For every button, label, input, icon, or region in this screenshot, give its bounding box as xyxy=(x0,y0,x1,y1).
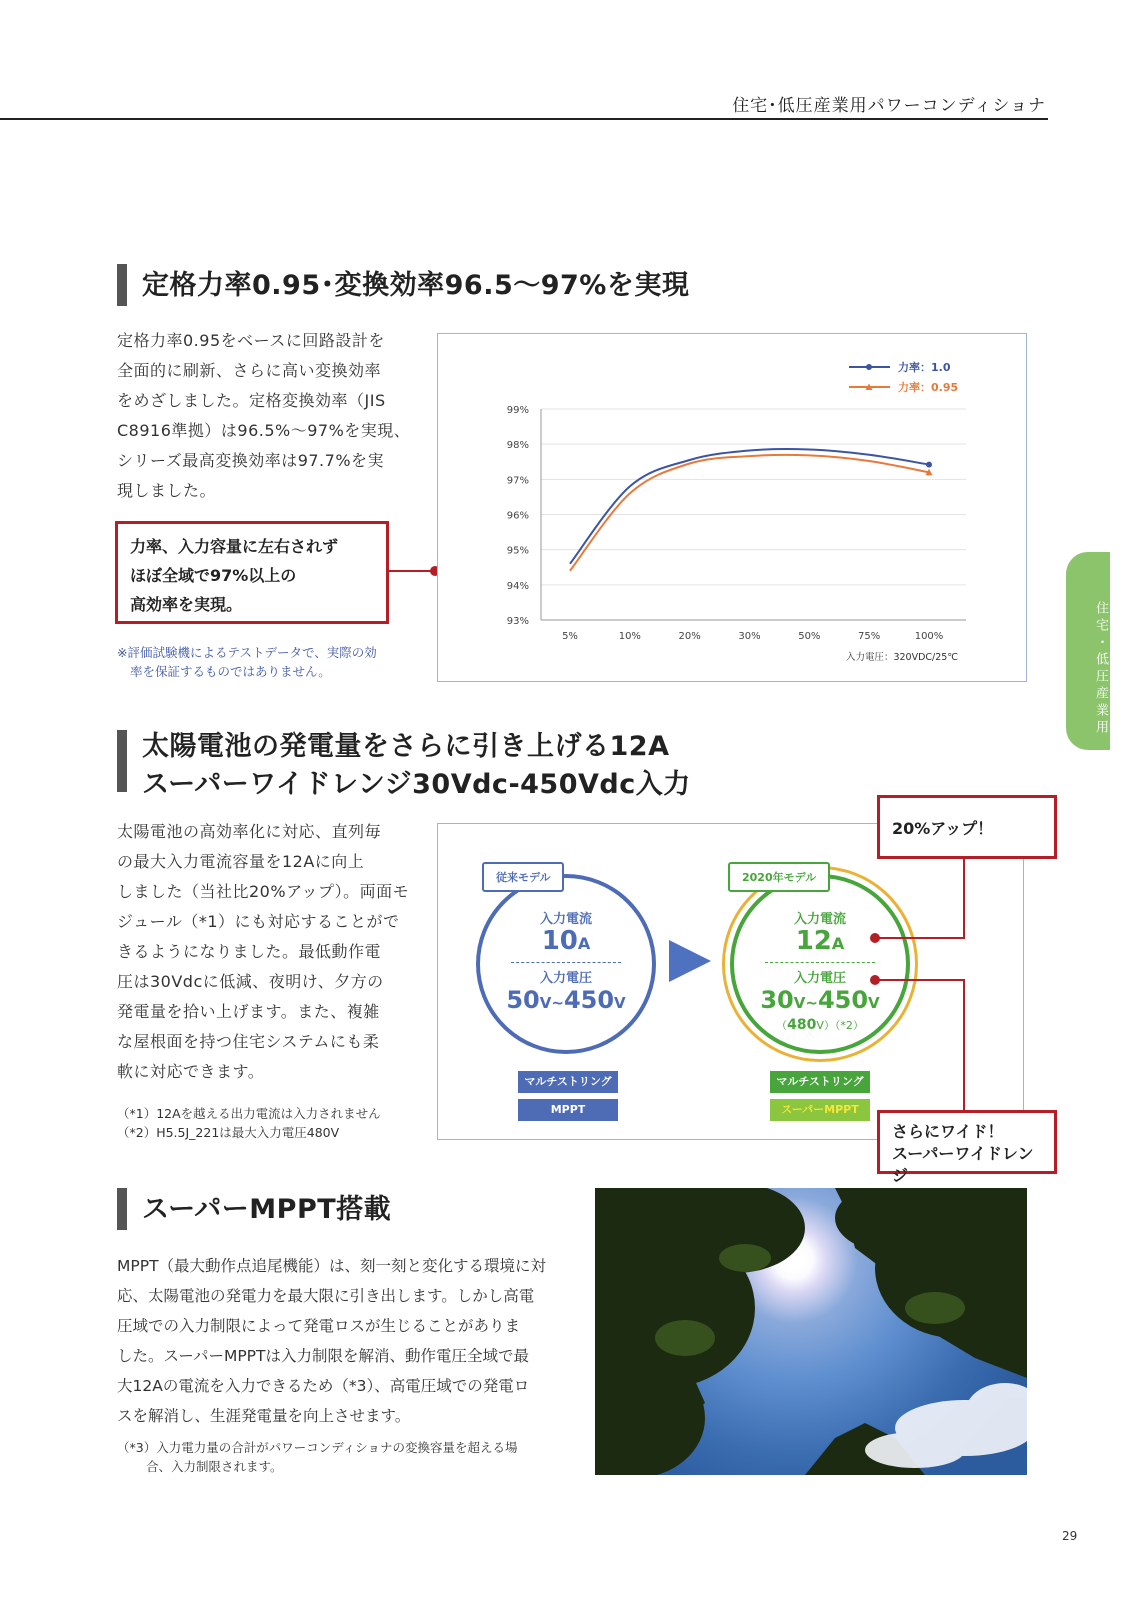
voltage-label: 入力電圧 xyxy=(793,971,846,986)
paren: ）（*2） xyxy=(823,1019,864,1032)
x-tick-label: 5% xyxy=(562,631,578,642)
text-line: 応、太陽電池の発電力を最大限に引き出します。しかし高電 xyxy=(117,1287,535,1305)
old-pill-multistring: マルチストリング xyxy=(518,1071,618,1093)
side-tab-label: 住宅・低圧産業用 xyxy=(1093,601,1108,737)
callout-connectors xyxy=(868,856,972,1114)
new-pill-super-mppt: スーパーMPPT xyxy=(770,1099,870,1121)
section3-note xyxy=(117,1438,517,1476)
text-line: 大12Aの電流を入力できるため（*3）、高電圧域での発電ロ xyxy=(117,1377,530,1395)
title-line: 太陽電池の発電量をさらに引き上げる12A xyxy=(142,731,670,762)
current-number: 12 xyxy=(795,926,832,956)
sun-through-trees-photo xyxy=(595,1188,1027,1475)
callout-line: ほぼ全域で97%以上の xyxy=(130,566,297,585)
y-tick-label: 93% xyxy=(506,616,529,627)
efficiency-chart-frame xyxy=(437,333,1027,682)
current-unit: A xyxy=(831,934,845,953)
y-tick-label: 95% xyxy=(506,545,529,557)
x-tick-label: 30% xyxy=(738,631,761,642)
tree-silhouette xyxy=(595,1188,1027,1475)
text-line: C8916準拠）は96.5%～97%を実現、 xyxy=(117,421,411,440)
header-rule xyxy=(0,118,1048,120)
current-number: 10 xyxy=(541,926,578,956)
chart-note: 入力電圧：320VDC/25℃ xyxy=(845,652,958,663)
x-tick-label: 50% xyxy=(798,631,821,642)
current-value xyxy=(480,927,652,958)
y-tick-label: 97% xyxy=(506,475,529,487)
section1-note xyxy=(117,643,377,681)
section2-notes xyxy=(117,1104,381,1142)
text-line: な屋根面を持つ住宅システムにも柔 xyxy=(117,1032,380,1051)
series-end-marker xyxy=(926,462,932,468)
text-line: をめざしました。定格変換効率（JIS xyxy=(117,391,386,410)
section-bar xyxy=(117,1188,127,1230)
y-tick-label: 98% xyxy=(506,440,529,452)
text-line: 太陽電池の高効率化に対応、直列毎 xyxy=(117,822,382,841)
y-tick-label: 96% xyxy=(506,510,529,522)
paren: （ xyxy=(776,1019,788,1032)
old-model-tag: 従来モデル xyxy=(482,862,564,892)
text-line: の最大入力電流容量を12Aに向上 xyxy=(117,852,365,871)
text-line: シリーズ最高変換効率は97.7%を実 xyxy=(117,451,385,470)
section3-body xyxy=(117,1251,557,1431)
v-unit: V xyxy=(868,994,880,1012)
note-line: 率を保証するものではありません。 xyxy=(130,664,331,679)
x-tick-label: 100% xyxy=(914,631,944,642)
side-tab[interactable] xyxy=(1066,552,1110,750)
callout-line: スーパーワイドレンジ xyxy=(892,1144,1034,1185)
callout-wide xyxy=(877,1110,1057,1185)
text-line: しました（当社比20%アップ）。両面モ xyxy=(117,882,410,901)
x-tick-label: 20% xyxy=(678,631,701,642)
section1-title: 定格力率0.95･変換効率96.5～97%を実現 xyxy=(142,270,690,301)
text-line: 軟に対応できます。 xyxy=(117,1062,265,1081)
v-max: 450 xyxy=(563,986,615,1014)
text-line: 発電量を拾い上げます。また、複雑 xyxy=(117,1002,380,1021)
efficiency-callout xyxy=(115,521,389,624)
page-number: 29 xyxy=(1062,1529,1078,1543)
text-line: きるようになりました。最低動作電 xyxy=(117,942,382,961)
note-line: （*3）入力電力量の合計がパワーコンディショナの変換容量を超える場 xyxy=(117,1440,518,1455)
text-line: 圧域での入力制限によって発電ロスが生じることがありま xyxy=(117,1317,521,1335)
v-min: 30 xyxy=(760,986,794,1014)
sub-unit: V xyxy=(816,1019,824,1032)
text-line: MPPT（最大動作点追尾機能）は、刻一刻と変化する環境に対 xyxy=(117,1257,547,1275)
note-line: 合、入力制限されます。 xyxy=(117,1459,283,1474)
x-tick-label: 75% xyxy=(858,631,881,642)
callout-20up: 20%アップ！ xyxy=(877,795,1057,859)
section1-body xyxy=(117,326,417,506)
v-unit: V~ xyxy=(539,994,564,1012)
new-model-tag: 2020年モデル xyxy=(728,862,830,892)
old-model-circle xyxy=(476,874,656,1054)
y-tick-label: 99% xyxy=(506,405,529,416)
text-line: 全面的に刷新、さらに高い変換効率 xyxy=(117,361,382,380)
voltage-label: 入力電圧 xyxy=(539,971,592,986)
v-unit: V xyxy=(614,994,626,1012)
v-unit: V~ xyxy=(793,994,818,1012)
callout-line: 力率、入力容量に左右されず xyxy=(130,537,339,556)
section3-title: スーパーMPPT搭載 xyxy=(142,1194,392,1225)
section-bar xyxy=(117,264,127,306)
sub-value: 480 xyxy=(787,1017,817,1033)
current-label: 入力電流 xyxy=(539,912,592,927)
note-line: （*1）12Aを越える出力電流は入力されません xyxy=(117,1106,381,1121)
callout-line: 高効率を実現。 xyxy=(130,595,243,614)
legend-marker xyxy=(866,364,872,370)
legend-label: 力率：1.0 xyxy=(898,361,951,374)
x-tick-label: 10% xyxy=(618,631,641,642)
note-line: （*2）H5.5J_221は最大入力電圧480V xyxy=(117,1125,340,1140)
text-line: 圧は30Vdcに低減、夜明け、夕方の xyxy=(117,972,384,991)
text-line: スを解消し、生涯発電量を向上させます。 xyxy=(117,1407,411,1425)
divider xyxy=(765,962,875,963)
header-title: 住宅･低圧産業用パワーコンディショナ xyxy=(732,96,1046,116)
series-line xyxy=(570,449,929,564)
divider xyxy=(511,962,621,963)
text-line: ジュール（*1）にも対応することがで xyxy=(117,912,400,931)
text-line: 現しました。 xyxy=(117,481,217,500)
callout-line: さらにワイド！ xyxy=(892,1122,1004,1141)
text-line: した。スーパーMPPTは入力制限を解消、動作電圧全域で最 xyxy=(117,1347,529,1365)
v-max: 450 xyxy=(817,986,869,1014)
section2-title xyxy=(142,728,691,804)
voltage-value xyxy=(480,986,652,1017)
text-line: 定格力率0.95をベースに回路設計を xyxy=(117,331,385,350)
new-pill-multistring: マルチストリング xyxy=(770,1071,870,1093)
old-pill-mppt: MPPT xyxy=(518,1099,618,1121)
y-tick-label: 94% xyxy=(506,580,529,592)
note-line: ※評価試験機によるテストデータで、実際の効 xyxy=(117,645,377,660)
legend-label: 力率：0.95 xyxy=(898,381,959,394)
v-min: 50 xyxy=(506,986,540,1014)
arrow-right-icon xyxy=(667,938,713,984)
series-line xyxy=(570,455,929,571)
current-label: 入力電流 xyxy=(793,912,846,927)
section-bar xyxy=(117,730,127,792)
current-unit: A xyxy=(577,934,591,953)
callout-connector xyxy=(389,570,435,572)
title-line: スーパーワイドレンジ30Vdc-450Vdc入力 xyxy=(142,769,691,800)
efficiency-chart xyxy=(438,334,1025,680)
section2-body xyxy=(117,817,417,1087)
